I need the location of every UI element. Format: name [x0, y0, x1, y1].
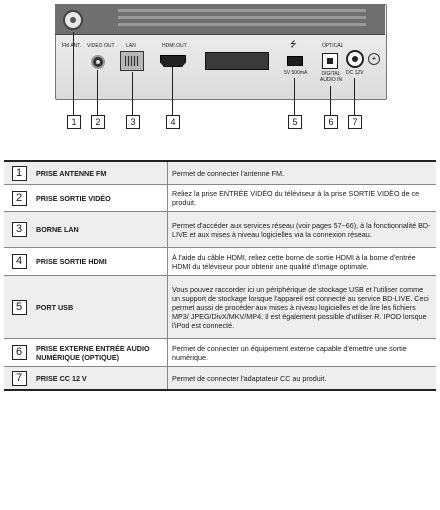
- usb-port: [287, 56, 303, 66]
- connector-name: BORNE LAN: [36, 225, 79, 234]
- grille-slot: [118, 9, 366, 12]
- row-number: 3: [12, 222, 27, 237]
- grille-slot: [118, 16, 366, 19]
- optical-audio-port: [322, 53, 338, 69]
- leader-line: [294, 78, 295, 115]
- leader-line: [132, 72, 133, 115]
- callout-3: 3: [126, 115, 140, 129]
- hdmi-out-label: HDMI OUT: [162, 43, 187, 49]
- digital-audio-in-label: DIGITAL AUDIO IN: [319, 71, 343, 83]
- callout-2: 2: [91, 115, 105, 129]
- panel-recess: [205, 52, 269, 70]
- callout-4: 4: [166, 115, 180, 129]
- connector-description: Vous pouvez raccorder ici un périphérique de stockage USB et l'utiliser comme un support de stockage lorsque l'appareil est connecté au service BD-LIVE. Ceci permet aussi de procéder aux mises à niveau logicielles et de lire les fichiers MP3/ JPEG/DivX/MKV/MP4. Il est également possible d'utiliser R. IPOD lorsque l'iPod est connecté.: [167, 276, 436, 338]
- fm-antenna-jack: [63, 10, 83, 30]
- table-row: [4, 248, 436, 276]
- fm-ant-label: FM ANT.: [62, 43, 82, 49]
- connector-table: [4, 160, 436, 391]
- connector-description: À l'aide du câble HDMI, reliez cette borne de sortie HDMI à la borne d'entrée HDMI du téléviseur pour obtenir une qualité d'image optimale.: [167, 248, 436, 275]
- callout-1: 1: [67, 115, 81, 129]
- video-out-jack: [91, 55, 105, 69]
- connector-description: Permet d'accéder aux services réseau (voir pages 57~66), à la fonctionnalité BD-LIVE et aux mises à niveau logicielles via la connexion réseau.: [167, 212, 436, 247]
- hdmi-out-port: [160, 55, 186, 67]
- row-number: 7: [12, 371, 27, 386]
- lan-label: LAN: [126, 43, 136, 49]
- row-number: 6: [12, 345, 27, 360]
- leader-line: [172, 67, 173, 115]
- dc-12v-label: DC 12V: [346, 70, 364, 76]
- leader-line: [97, 70, 98, 115]
- video-out-label: VIDEO OUT: [87, 43, 115, 49]
- usb-icon: ⭍: [290, 40, 297, 49]
- row-number: 4: [12, 254, 27, 269]
- row-number: 5: [12, 300, 27, 315]
- table-row: [4, 185, 436, 212]
- leader-line: [330, 86, 331, 115]
- table-row: [4, 339, 436, 367]
- connector-name: PORT USB: [36, 302, 74, 312]
- callout-6: 6: [324, 115, 338, 129]
- table-row: [4, 367, 436, 391]
- connector-name: PRISE CC 12 V: [36, 373, 87, 383]
- table-row: [4, 162, 436, 185]
- table-row: [4, 276, 436, 339]
- leader-line: [73, 32, 74, 115]
- connector-name: PRISE ANTENNE FM: [36, 168, 107, 178]
- connector-description: Reliez la prise ENTRÉE VIDÉO du téléviseur à la prise SORTIE VIDÉO de ce produit.: [167, 185, 436, 211]
- dc-power-jack: [346, 50, 364, 68]
- rear-panel-illustration: [0, 0, 440, 150]
- usb-rating-label: 5V 500mA: [284, 70, 308, 76]
- callout-7: 7: [348, 115, 362, 129]
- row-number: 2: [12, 191, 27, 206]
- connector-description: Permet de connecter l'antenne FM.: [167, 162, 436, 184]
- row-number: 1: [12, 166, 27, 181]
- connector-name: PRISE SORTIE VIDÉO: [36, 193, 111, 203]
- grille-slot: [118, 23, 366, 26]
- connector-description: Permet de connecter un équipement externe capable d'émettre une sortie numérique.: [167, 339, 436, 366]
- connector-name: PRISE SORTIE HDMI: [36, 257, 107, 266]
- plus-icon: +: [368, 53, 380, 65]
- leader-line: [354, 78, 355, 115]
- callout-5: 5: [288, 115, 302, 129]
- table-row: [4, 212, 436, 248]
- connector-name: PRISE EXTERNE ENTRÉE AUDIO NUMÉRIQUE (OPTIQUE): [36, 343, 150, 362]
- connector-description: Permet de connecter l'adaptateur CC au produit.: [167, 367, 436, 389]
- lan-port: [120, 51, 144, 71]
- optical-label: OPTICAL: [322, 43, 344, 49]
